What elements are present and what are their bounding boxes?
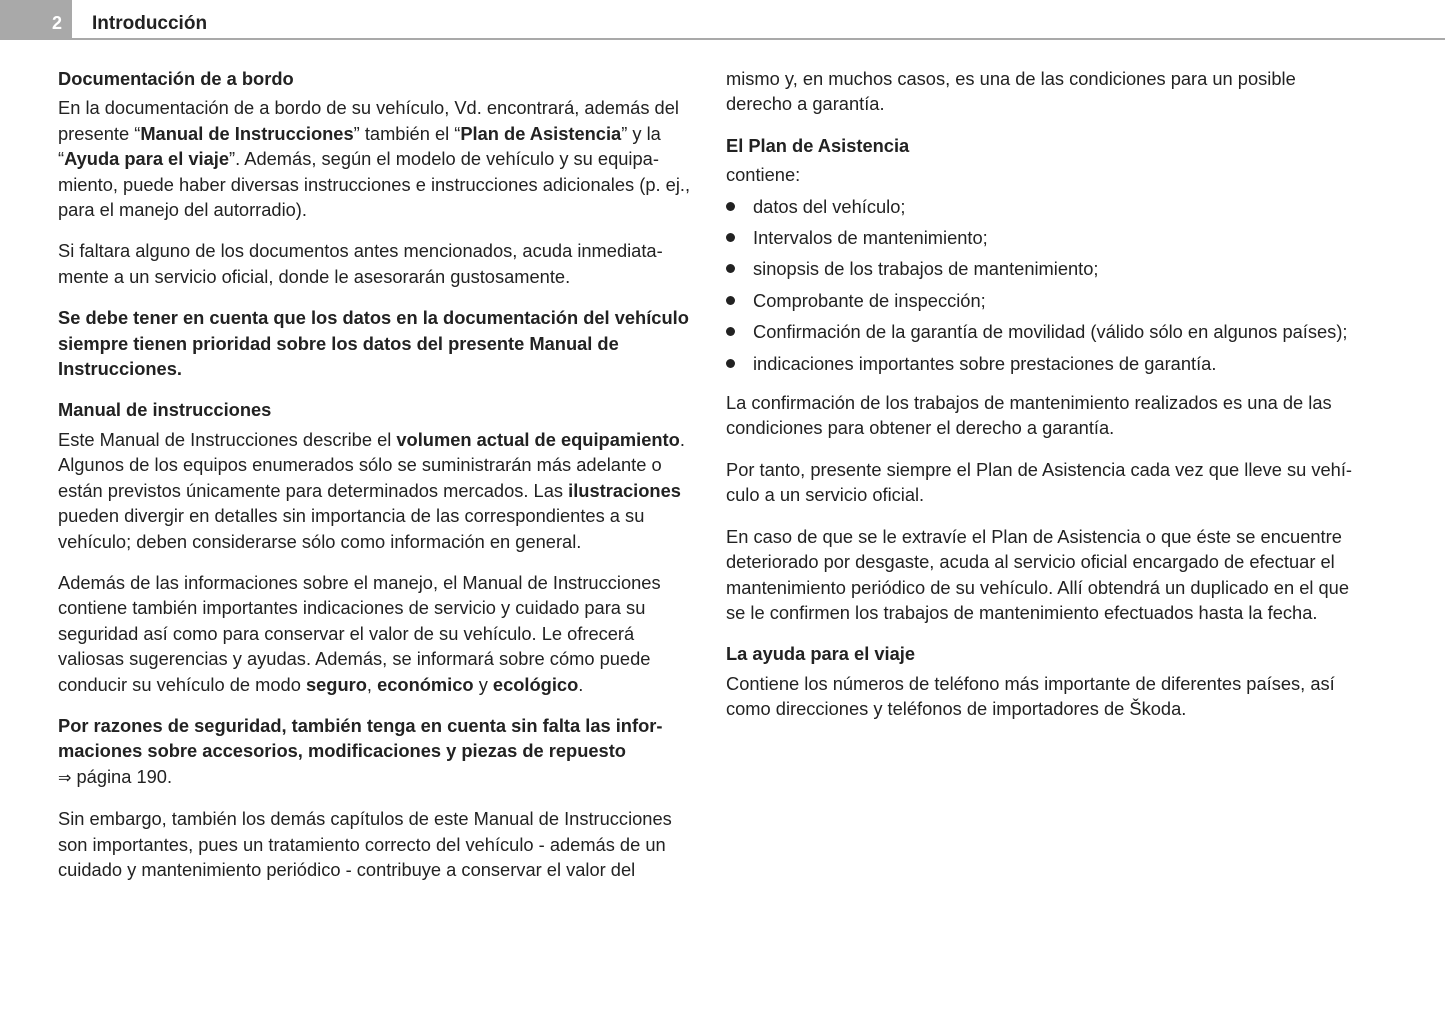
heading-manual: Manual de instrucciones bbox=[58, 399, 272, 421]
text-run: ” también el “ bbox=[353, 122, 461, 144]
text-run: . bbox=[578, 673, 584, 695]
page-number-box bbox=[0, 0, 72, 40]
bold-run: Plan de Asistencia bbox=[460, 122, 622, 144]
paragraph-prioridad: Se debe tener en cuenta que los datos en la documentación del vehículo siempre tienen prioridad sobre los datos del presente Manual de Instrucciones. bbox=[58, 307, 689, 380]
paragraph-seguridad bbox=[58, 713, 694, 790]
list-item bbox=[726, 256, 1366, 281]
bold-run: ilustraciones bbox=[568, 479, 681, 501]
bold-run: ecológico bbox=[492, 673, 579, 695]
bullet-icon bbox=[726, 264, 735, 273]
paragraph-capitulos: Sin embargo, también los demás capítulos de este Manual de Instrucciones son importantes, pues un tratamiento correcto del vehículo - además de un cuidado y mantenimiento periódico - contribuye a conservar el valor del bbox=[58, 808, 672, 880]
list-item-text: Confirmación de la garantía de movilidad (válido sólo en algunos países); bbox=[753, 321, 1348, 343]
list-item-text: indicaciones importantes sobre prestaciones de garantía. bbox=[753, 352, 1217, 374]
bold-run: seguro bbox=[305, 673, 367, 695]
right-column bbox=[726, 66, 1366, 738]
page-number: 2 bbox=[52, 13, 63, 33]
paragraph-contiene: contiene: bbox=[726, 164, 801, 186]
text-run: pueden divergir en detalles sin importancia de las correspondientes a su vehículo; deben considerarse sólo como información en general. bbox=[58, 505, 645, 552]
bold-run: económico bbox=[377, 673, 474, 695]
text-run: , bbox=[366, 673, 378, 695]
bullet-icon bbox=[726, 202, 735, 211]
text-run: Además de las informaciones sobre el manejo, el Manual de Instrucciones contiene también importantes indicaciones de servicio y cuidado para su seguridad así como para conservar el valor de su vehículo. Le ofrecerá valiosas sugerencias y ayudas. Además, se informará sobre cómo puede conducir su vehículo de modo bbox=[58, 571, 661, 695]
bold-run: Manual de Instrucciones bbox=[140, 122, 354, 144]
paragraph-continuation: mismo y, en muchos casos, es una de las condiciones para un posible derecho a garantía. bbox=[726, 68, 1296, 115]
header-rule bbox=[72, 38, 1445, 40]
heading-ayuda-viaje: La ayuda para el viaje bbox=[726, 643, 916, 665]
list-item bbox=[726, 194, 1366, 219]
bullet-list bbox=[726, 194, 1366, 376]
bullet-icon bbox=[726, 359, 735, 368]
bullet-icon bbox=[726, 327, 735, 336]
text-run: Este Manual de Instrucciones describe el bbox=[58, 428, 397, 450]
text-run: . Algunos de los equipos enumerados sólo se suministrarán más adelante o están previstos únicamente para determinados mercados. Las bbox=[58, 428, 685, 501]
paragraph-por-tanto: Por tanto, presente siempre el Plan de Asistencia cada vez que lleve su vehículo a un servicio oficial. bbox=[726, 458, 1352, 506]
paragraph-confirmacion: La confirmación de los trabajos de mantenimiento realizados es una de las condiciones para obtener el derecho a garantía. bbox=[726, 392, 1332, 439]
list-item-text: sinopsis de los trabajos de mantenimiento; bbox=[753, 258, 1099, 280]
text-run: y bbox=[473, 673, 493, 695]
list-item bbox=[726, 225, 1366, 250]
list-item bbox=[726, 288, 1366, 313]
page-reference-link[interactable]: página 190. bbox=[71, 765, 173, 787]
heading-documentacion: Documentación de a bordo bbox=[58, 68, 294, 89]
list-item-text: Comprobante de inspección; bbox=[753, 289, 986, 311]
bullet-icon bbox=[726, 296, 735, 305]
bold-run: volumen actual de equipamiento bbox=[396, 428, 680, 450]
paragraph-manual bbox=[58, 427, 694, 554]
paragraph-faltara: Si faltara alguno de los documentos antes mencionados, acuda inmediatamente a un servicio oficial, donde le asesorarán gustosamente. bbox=[58, 240, 663, 287]
list-item bbox=[726, 351, 1366, 376]
arrow-right-icon: ⇒ bbox=[58, 767, 72, 787]
list-item-text: datos del vehículo; bbox=[753, 195, 906, 217]
heading-plan-asistencia: El Plan de Asistencia bbox=[726, 134, 910, 156]
text-run: ” y la “ bbox=[58, 122, 661, 170]
bold-run: Por razones de seguridad, también tenga en cuenta sin falta las informaciones sobre accesorios, modificaciones y piezas de repuesto bbox=[58, 714, 663, 762]
bullet-icon bbox=[726, 233, 735, 242]
text-run: ”. Además, según el modelo de vehículo y su equipamiento, puede haber diversas instrucciones e instrucciones adicionales (p. ej., para el manejo del autorradio). bbox=[58, 148, 691, 221]
page-header bbox=[0, 0, 1445, 42]
chapter-title: Introducción bbox=[92, 13, 208, 34]
paragraph-ayuda-viaje: Contiene los números de teléfono más importante de diferentes países, así como direcciones y teléfonos de importadores de Škoda. bbox=[726, 672, 1335, 720]
left-column bbox=[58, 66, 694, 898]
paragraph-informaciones bbox=[58, 570, 694, 697]
bold-run: Ayuda para el viaje bbox=[64, 148, 230, 170]
paragraph-documentacion bbox=[58, 95, 694, 222]
list-item bbox=[726, 319, 1366, 344]
text-run: En la documentación de a bordo de su vehículo, Vd. encontrará, además del presente “ bbox=[58, 97, 679, 144]
list-item-text: Intervalos de mantenimiento; bbox=[753, 227, 988, 249]
paragraph-extravio: En caso de que se le extravíe el Plan de Asistencia o que éste se encuentre deteriorado por desgaste, acuda al servicio oficial encargado de efectuar el mantenimiento periódico de su vehículo. Allí obtendrá un duplicado en el que se le confirmen los trabajos de mantenimiento efectuados hasta la fecha. bbox=[726, 525, 1349, 623]
